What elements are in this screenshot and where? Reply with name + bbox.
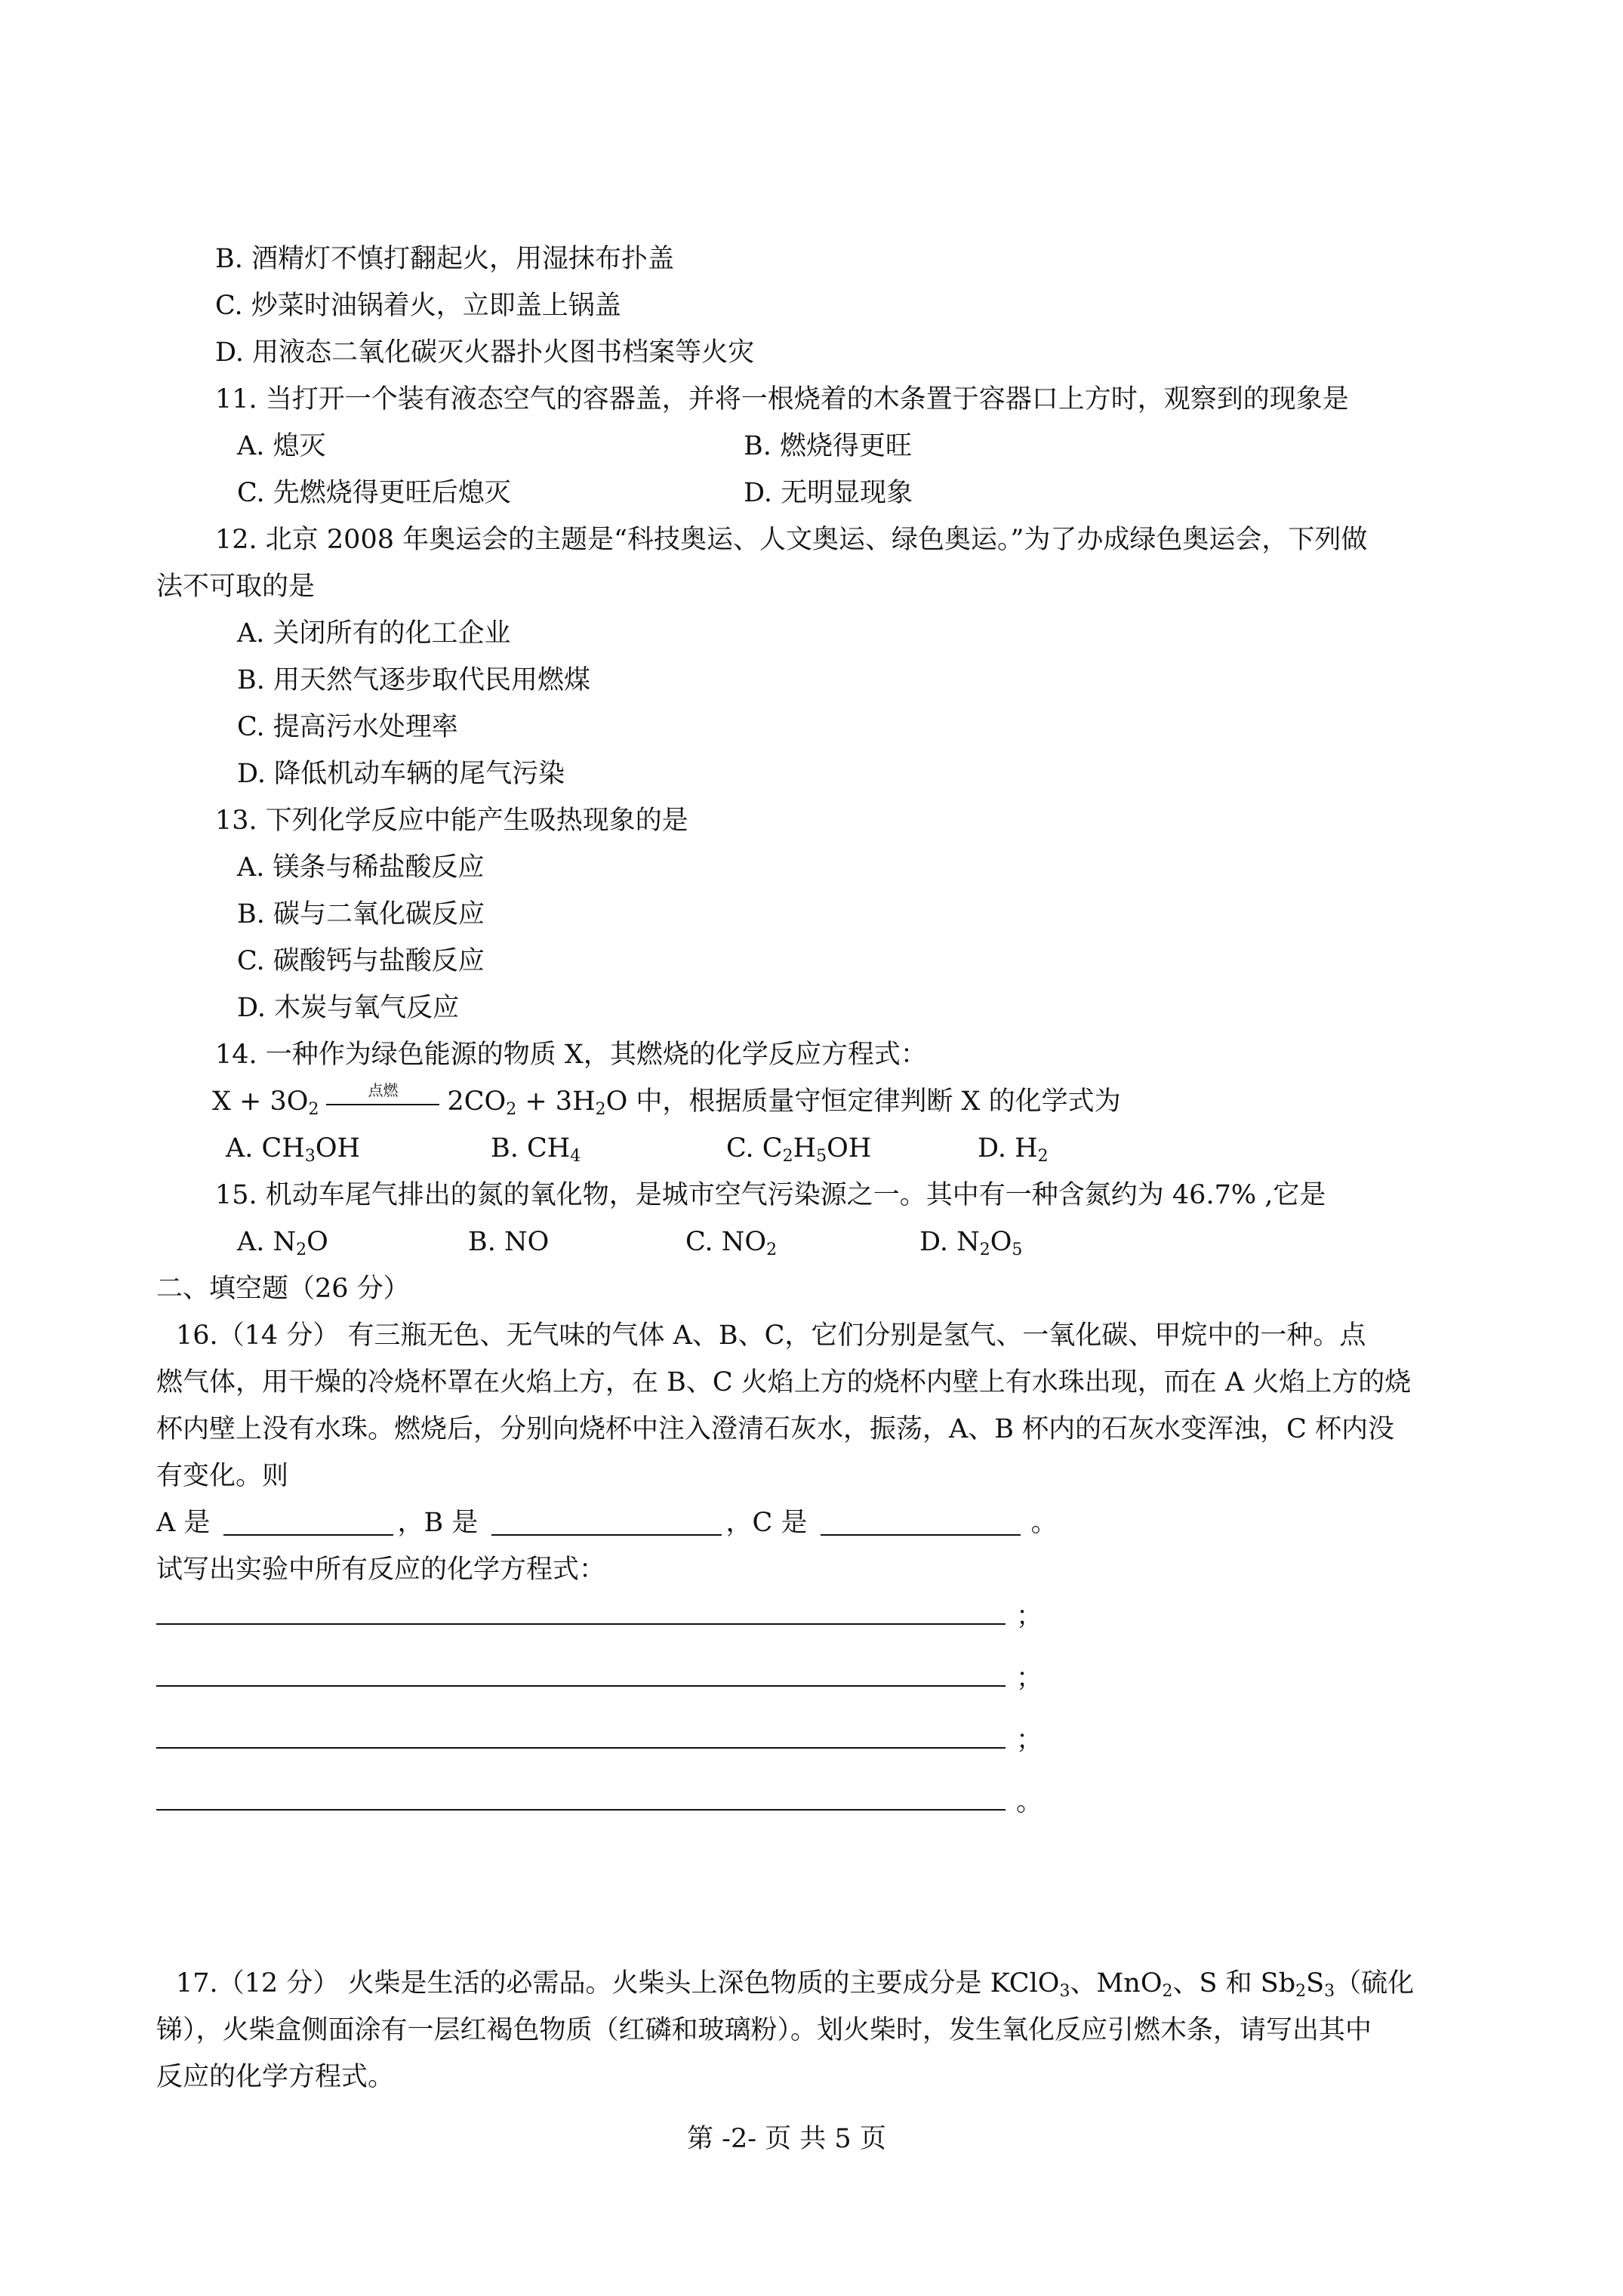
q16-line-2: 燃气体，用干燥的冷烧杯罩在火焰上方，在 B、C 火焰上方的烧杯内壁上有水珠出现，而在 A 火焰上方的烧	[156, 1367, 1412, 1398]
q12-stem: 12. 北京 2008 年奥运会的主题是“科技奥运、人文奥运、绿色奥运。”为了办成绿色奥运会，下列做	[215, 525, 1368, 555]
q14-option-a: A. $CH_3OH$	[226, 1133, 361, 1166]
section-title: 二、填空题（26 分）	[156, 1274, 410, 1304]
q14-option-d: D. $H_2$	[978, 1133, 1049, 1166]
equation-line-3-end: ；	[1016, 1725, 1043, 1755]
q16-prompt: 试写出实验中所有反应的化学方程式：	[156, 1555, 606, 1585]
q12-option-d: D. 降低机动车辆的尾气污染	[237, 759, 565, 789]
equation-line-4-end: 。	[1016, 1787, 1043, 1817]
q13-stem: 13. 下列化学反应中能产生吸热现象的是	[215, 806, 688, 836]
q12-option-a: A. 关闭所有的化工企业	[237, 618, 511, 649]
q11-option-d: D. 无明显现象	[744, 478, 913, 508]
q14-equation: $X + 3O_2$ 点燃 $2CO_2 + 3H_2O$ 中，根据质量守恒定律判断 X 的化学式为	[212, 1080, 1121, 1119]
equation-line-4[interactable]	[156, 1809, 1006, 1811]
q11-option-b: B. 燃烧得更旺	[744, 431, 912, 461]
q10-option-b: B. 酒精灯不慎打翻起火，用湿抹布扑盖	[215, 244, 674, 274]
q14-stem: 14. 一种作为绿色能源的物质 X，其燃烧的化学反应方程式：	[215, 1040, 927, 1070]
q15-option-b: B. NO	[468, 1227, 550, 1257]
q14-option-c: C. $C_2H_5OH$	[726, 1133, 872, 1166]
q15-stem: 15. 机动车尾气排出的氮的氧化物，是城市空气污染源之一。其中有一种含氮约为 46.7% ,它是	[215, 1180, 1326, 1210]
q17-line-3: 反应的化学方程式。	[156, 2062, 395, 2092]
q16-fill-row: A 是 ，B 是 ，C 是 。	[156, 1508, 1058, 1538]
q12-option-c: C. 提高污水处理率	[237, 712, 458, 742]
q13-option-d: D. 木炭与氧气反应	[237, 993, 460, 1023]
answer-blank-c[interactable]	[821, 1510, 1021, 1536]
q15-option-a: A. $N_2O$	[237, 1227, 328, 1259]
answer-blank-a[interactable]	[223, 1510, 393, 1536]
equation-line-2[interactable]	[156, 1685, 1006, 1687]
equation-line-1[interactable]	[156, 1623, 1006, 1625]
equation-line-2-end: ；	[1016, 1663, 1043, 1693]
q10-option-c: C. 炒菜时油锅着火，立即盖上锅盖	[215, 291, 621, 321]
q15-option-c: C. $NO_2$	[685, 1227, 778, 1259]
equation-line-1-end: ；	[1016, 1601, 1043, 1632]
q13-option-c: C. 碳酸钙与盐酸反应	[237, 946, 485, 976]
q16-line-4: 有变化。则	[156, 1461, 289, 1491]
q17-line-2: 锑），火柴盒侧面涂有一层红褐色物质（红磷和玻璃粉）。划火柴时，发生氧化反应引燃木条，请写出其中	[156, 2015, 1372, 2045]
q16-line-3: 杯内壁上没有水珠。燃烧后，分别向烧杯中注入澄清石灰水，振荡，A、B 杯内的石灰水变浑浊，C 杯内没	[156, 1414, 1395, 1444]
q11-option-a: A. 熄灭	[237, 431, 326, 461]
q12-option-b: B. 用天然气逐步取代民用燃煤	[237, 665, 590, 695]
q14-option-b: B. $CH_4$	[491, 1133, 581, 1166]
q10-option-d: D. 用液态二氧化碳灭火器扑火图书档案等火灾	[215, 337, 755, 368]
equation-line-3[interactable]	[156, 1747, 1006, 1749]
q11-option-c: C. 先燃烧得更旺后熄灭	[237, 478, 511, 508]
q13-option-b: B. 碳与二氧化碳反应	[237, 899, 485, 929]
q12-stem-cont: 法不可取的是	[156, 572, 316, 602]
q13-option-a: A. 镁条与稀盐酸反应	[237, 852, 485, 883]
q17-line-1: 17.（12 分） 火柴是生活的必需品。火柴头上深色物质的主要成分是 KClO$_3$、MnO$_2$、S 和 $Sb_2S_3$（硫化	[176, 1968, 1415, 2001]
answer-blank-b[interactable]	[491, 1510, 722, 1536]
q15-option-d: D. $N_2O_5$	[919, 1227, 1023, 1259]
q16-line-1: 16.（14 分） 有三瓶无色、无气味的气体 A、B、C，它们分别是氢气、一氧化碳、甲烷中的一种。点	[176, 1321, 1366, 1351]
reaction-arrow	[326, 1080, 439, 1114]
reaction-condition: 点燃	[368, 1080, 399, 1099]
page-number: 第 -2- 页 共 5 页	[687, 2124, 886, 2154]
q11-stem: 11. 当打开一个装有液态空气的容器盖，并将一根烧着的木条置于容器口上方时，观察到的现象是	[215, 384, 1349, 415]
